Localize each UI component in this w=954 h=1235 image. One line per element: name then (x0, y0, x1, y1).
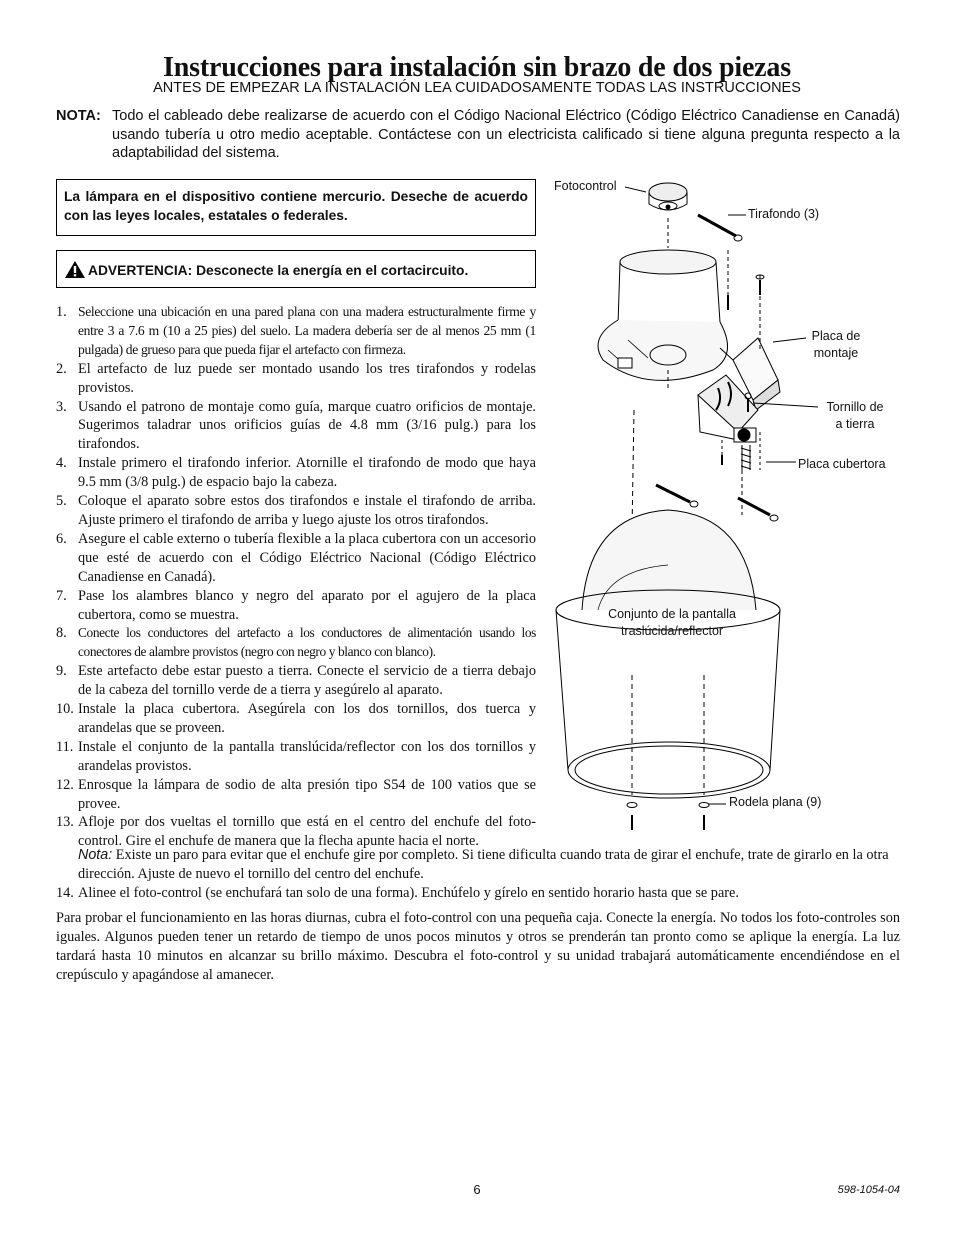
label-rodela: Rodela plana (9) (729, 795, 822, 809)
reflector-part (556, 510, 780, 798)
step-item: 9. Este artefacto debe estar puesto a tierra. Conecte el servicio de a tierra debajo de la cabeza del tornillo verde de a tierra y asegúrelo al aparato. (56, 663, 536, 699)
page-subtitle: ANTES DE EMPEZAR LA INSTALACIÓN LEA CUIDADOSAMENTE TODAS LAS INSTRUCCIONES (153, 80, 801, 96)
note-label: NOTA: (56, 108, 101, 124)
page-title: Instrucciones para instalación sin brazo de dos piezas (163, 52, 791, 83)
label-tornillo-tierra: Tornillo de a tierra (826, 400, 884, 431)
warning-box (56, 250, 536, 288)
step-13-note-label: Nota: (78, 847, 113, 863)
step-item: 14. Alinee el foto-control (se enchufará tan solo de una forma). Enchúfelo y gírelo en sentido horario hasta que se pare. (56, 885, 739, 901)
step-item: 7. Pase los alambres blanco y negro del aparato por el agujero de la placa cubertora, como se muestra. (56, 587, 536, 623)
bottom-washers (627, 675, 709, 830)
step-item: 2. El artefacto de luz puede ser montado usando los tres tirafondos y rodelas provistos. (56, 360, 536, 396)
step-item: 8. Conecte los conductores del artefacto a los conductores de alimentación usando los conectores de alambre provistos (negro con negro y blanco con blanco). (56, 625, 536, 660)
step-item: 5. Coloque el aparato sobre estos dos tirafondos e instale el tirafondo de arriba. Ajuste primero el tirafondo de arriba y luego ajuste los otros tirafondos. (56, 493, 536, 528)
wiring-note (56, 107, 900, 163)
label-placa-montaje: Placa de montaje (811, 329, 861, 360)
warning-triangle-icon (64, 260, 86, 279)
exploded-diagram (548, 170, 908, 840)
housing-part (598, 250, 728, 388)
document-number: 598-1054-04 (837, 1184, 900, 1196)
warning-text: ADVERTENCIA: Desconecte la energía en el cortacircuito. (88, 263, 469, 278)
note-text: Todo el cableado debe realizarse de acuerdo con el Código Nacional Eléctrico (Código Eléctrico Canadiense en Canadá) usando tubería u otro medio aceptable. Contáctese con un electricista calificado si tiene alguna pregunta respecto a la adaptabilidad del sistema. (112, 108, 900, 161)
label-fotocontrol: Fotocontrol (554, 179, 617, 193)
step-item: 10. Instale la placa cubertora. Asegúrela con los dos tornillos, dos tuerca y arandelas que se proveen. (56, 701, 536, 736)
label-placa-cubertora: Placa cubertora (798, 457, 886, 471)
page-number: 6 (473, 1182, 481, 1197)
step-item: 12. Enrosque la lámpara de sodio de alta presión tipo S54 de 100 vatios que se provee. (56, 776, 536, 812)
step-item: 3. Usando el patrono de montaje como guía, marque cuatro orificios de montaje. Sugerimos taladrar unos orificios guías de 4.8 mm (3/16 pulg.) para los tirafondos. (56, 398, 536, 453)
step-item: 1. Seleccione una ubicación en una pared plana con una madera estructuralmente firme y entre 3 a 7.6 m (10 a 25 pies) del suelo. La madera debería ser de al menos 25 mm (1 pulgada) de grueso para que pueda fijar el artefacto con firmeza. (56, 304, 536, 357)
fixture-illustration (548, 170, 908, 840)
top-screws (728, 275, 764, 310)
label-conjunto-pantalla: Conjunto de la pantalla traslúcida/reflector (608, 607, 736, 638)
lag-screw-top (698, 215, 742, 241)
step-item: 4. Instale primero el tirafondo inferior. Atornille el tirafondo de modo que haya 9.5 mm (3/8 pulg.) de espacio bajo la cabeza. (56, 455, 536, 491)
installation-steps (56, 303, 536, 851)
step-13-note (78, 846, 900, 884)
closing-paragraph: Para probar el funcionamiento en las horas diurnas, cubra el foto-control con una pequeña caja. Conecte la energía. No todos los foto-controles son iguales. Algunos pueden tener un retardo de tiempo de unos pocos minutos y otros se prenderán tan pronto como se aplique la energía. La luz tardará hasta 10 minutos en alcanzar su brillo máximo. Descubra el foto-control y su unidad trabajará automáticamente encendiéndose en el crepúsculo y apagándose al amanecer. (56, 910, 900, 983)
step-item: 11. Instale el conjunto de la pantalla translúcida/reflector con los dos tornillos y arandelas provistos. (56, 738, 536, 774)
threaded-nipple (741, 445, 751, 470)
step-item: 6. Asegure el cable externo o tubería flexible a la placa cubertora con un accesorio que esté de acuerdo con el Código Eléctrico Nacional (Código Eléctrico Canadiense en Canadá). (56, 530, 536, 585)
step-item: 13. Afloje por dos vueltas el tornillo que está en el centro del enchufe del foto-control. Gire el enchufe de manera que la flecha apunte hacia el norte. (56, 814, 536, 850)
label-tirafondo: Tirafondo (3) (748, 207, 820, 221)
step-13-note-text: Existe un paro para evitar que el enchufe gire por completo. Si tiene dificulta cuando trata de girar el enchufe, trate de girarlo en la otra dirección. Ajuste de nuevo el tornillo del centro del enchufe. (78, 847, 889, 882)
mercury-notice: La lámpara en el dispositivo contiene mercurio. Deseche de acuerdo con las leyes locales, estatales o federales. (56, 179, 536, 236)
photocontrol-part (649, 183, 687, 210)
